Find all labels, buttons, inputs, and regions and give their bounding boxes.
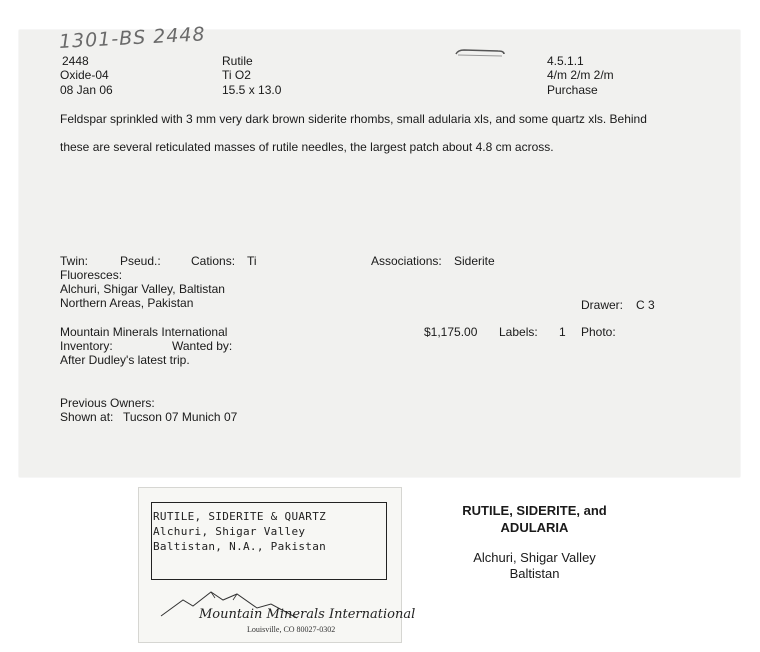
labels-label: Labels: (499, 325, 538, 339)
locality-line: Alchuri, Shigar Valley (473, 550, 596, 565)
dealer-label (138, 487, 416, 643)
shown-at-value: Tucson 07 Munich 07 (123, 410, 238, 424)
shown-at-label: Shown at: (60, 410, 114, 424)
crystal-symmetry: 4/m 2/m 2/m (547, 68, 614, 82)
associations-value: Siderite (454, 254, 495, 268)
dealer-label-locality: Baltistan, N.A., Pakistan (153, 540, 327, 553)
locality-line: Baltistan (509, 566, 560, 581)
dealer-label-species: RUTILE, SIDERITE & QUARTZ (153, 510, 327, 523)
locality-line: Northern Areas, Pakistan (60, 296, 194, 310)
inventory-label: Inventory: (60, 339, 113, 353)
specimen-size: 15.5 x 13.0 (222, 83, 282, 97)
drawer-value: C 3 (636, 298, 655, 312)
title-line: ADULARIA (500, 520, 569, 535)
specimen-number: 2448 (62, 54, 89, 68)
species-name: Rutile (222, 54, 253, 68)
acquisition-note: After Dudley's latest trip. (60, 353, 190, 367)
description-line: these are several reticulated masses of rutile needles, the largest patch about 4.8 cm across. (60, 140, 554, 154)
dealer-address: Louisville, CO 80027-0302 (247, 625, 336, 634)
photo-label: Photo: (581, 325, 616, 339)
fluoresces-label: Fluoresces: (60, 268, 123, 282)
catalog-date: 08 Jan 06 (60, 83, 113, 97)
chemical-formula: Ti O2 (222, 68, 251, 82)
cations-value: Ti (247, 254, 257, 268)
collection-label-title (415, 502, 654, 536)
handwritten-catalog-number: 1301-BS 2448 (58, 23, 207, 53)
associations-label: Associations: (371, 254, 442, 268)
wanted-by-label: Wanted by: (172, 339, 233, 353)
classification-code: 4.5.1.1 (547, 54, 584, 68)
collection-label-locality (415, 550, 654, 582)
dealer-label-locality: Alchuri, Shigar Valley (153, 525, 306, 538)
specimen-description (60, 112, 700, 168)
price: $1,175.00 (424, 325, 478, 339)
drawer-label: Drawer: (581, 298, 624, 312)
pseud-label: Pseud.: (120, 254, 161, 268)
locality-line: Alchuri, Shigar Valley, Baltistan (60, 282, 225, 296)
labels-value: 1 (559, 325, 566, 339)
staple-icon (454, 48, 506, 58)
dealer-company-name: Mountain Minerals International (199, 607, 416, 622)
description-line: Feldspar sprinkled with 3 mm very dark brown siderite rhombs, small adularia xls, and some quartz xls. Behind (60, 112, 647, 126)
collection-label (415, 488, 654, 596)
cations-label: Cations: (191, 254, 236, 268)
mineral-class: Oxide-04 (60, 68, 109, 82)
dealer-name: Mountain Minerals International (60, 325, 228, 339)
title-line: RUTILE, SIDERITE, and (462, 503, 607, 518)
acquisition-method: Purchase (547, 83, 598, 97)
previous-owners-label: Previous Owners: (60, 396, 155, 410)
twin-label: Twin: (60, 254, 89, 268)
specimen-catalog-card (19, 23, 740, 477)
